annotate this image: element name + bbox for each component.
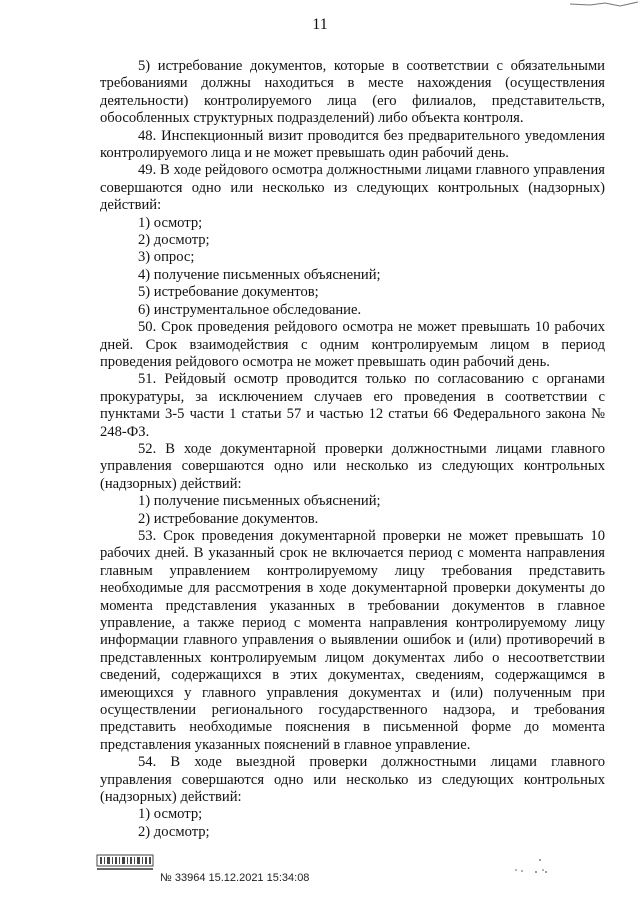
list-item: 1) получение письменных объяснений; [138,493,381,510]
paragraph: 5) истребование документов, которые в соответствии с обязательными требованиями должны находиться в месте нахождения (осуществления деятельности) контролируемого лица (его филиалов, представительств, обособленных структурных подразделений) либо объекта контроля. [100,58,605,127]
scan-artifact [560,0,640,8]
paragraph: 48. Инспекционный визит проводится без предварительного уведомления контролируемого лица и не может превышать один рабочий день. [100,127,605,162]
paragraph: 54. В ходе выездной проверки должностными лицами главного управления совершаются одно или несколько из следующих контрольных (надзорных) действий: [100,754,605,806]
paragraph: 49. В ходе рейдового осмотра должностными лицами главного управления совершаются одно или несколько из следующих контрольных (надзорных) действий: [100,162,605,214]
list-item: 5) истребование документов; [138,284,319,301]
paragraph: 50. Срок проведения рейдового осмотра не может превышать 10 рабочих дней. Срок взаимодействия с одним контролируемым лицом в период проведения рейдового осмотра не может превышать один рабочий день. [100,319,605,370]
list-item: 6) инструментальное обследование. [138,301,362,318]
paragraph: 51. Рейдовый осмотр проводится только по согласованию с органами прокуратуры, за исключением случаев его проведения в соответствии с пунктами 3-5 части 1 статьи 57 и частью 12 статьи 66 Федерального закона № 248-ФЗ. [100,371,605,440]
document-body [100,58,605,841]
registration-stamp: № 33964 15.12.2021 15:34:08 [160,872,310,884]
list-item: 2) досмотр; [138,823,210,840]
list-item: 2) истребование документов. [138,510,319,527]
list-item: 1) осмотр; [138,214,203,231]
list-item: 4) получение письменных объяснений; [138,266,381,283]
barcode-stamp-icon [96,852,154,872]
list-item: 3) опрос; [138,249,195,266]
scan-noise [510,858,550,882]
list-item: 1) осмотр; [138,806,203,823]
paragraph: 53. Срок проведения документарной проверки не может превышать 10 рабочих дней. В указанный срок не включается период с момента направления главным управлением контролируемому лицу требования представить необходимые для рассмотрения в ходе документарной проверки документы до момента представления указанных в требовании документов в главное управление, а также период с момента направления контролируемому лицу информации главного управления о выявлении ошибок и (или) противоречий в представленных контролируемым лицом документах либо о несоответствии сведений, содержащихся в этих документах, сведениям, содержащимся в имеющихся у главного управления документах и (или) полученным при осуществлении регионального государственного надзора, и требования представить необходимые пояснения в письменной форме до момента представления указанных пояснений в главное управление. [100,527,605,753]
page-number: 11 [312,16,328,33]
list-item: 2) досмотр; [138,232,210,249]
paragraph: 52. В ходе документарной проверки должностными лицами главного управления совершаются одно или несколько из следующих контрольных (надзорных) действий: [100,440,605,492]
